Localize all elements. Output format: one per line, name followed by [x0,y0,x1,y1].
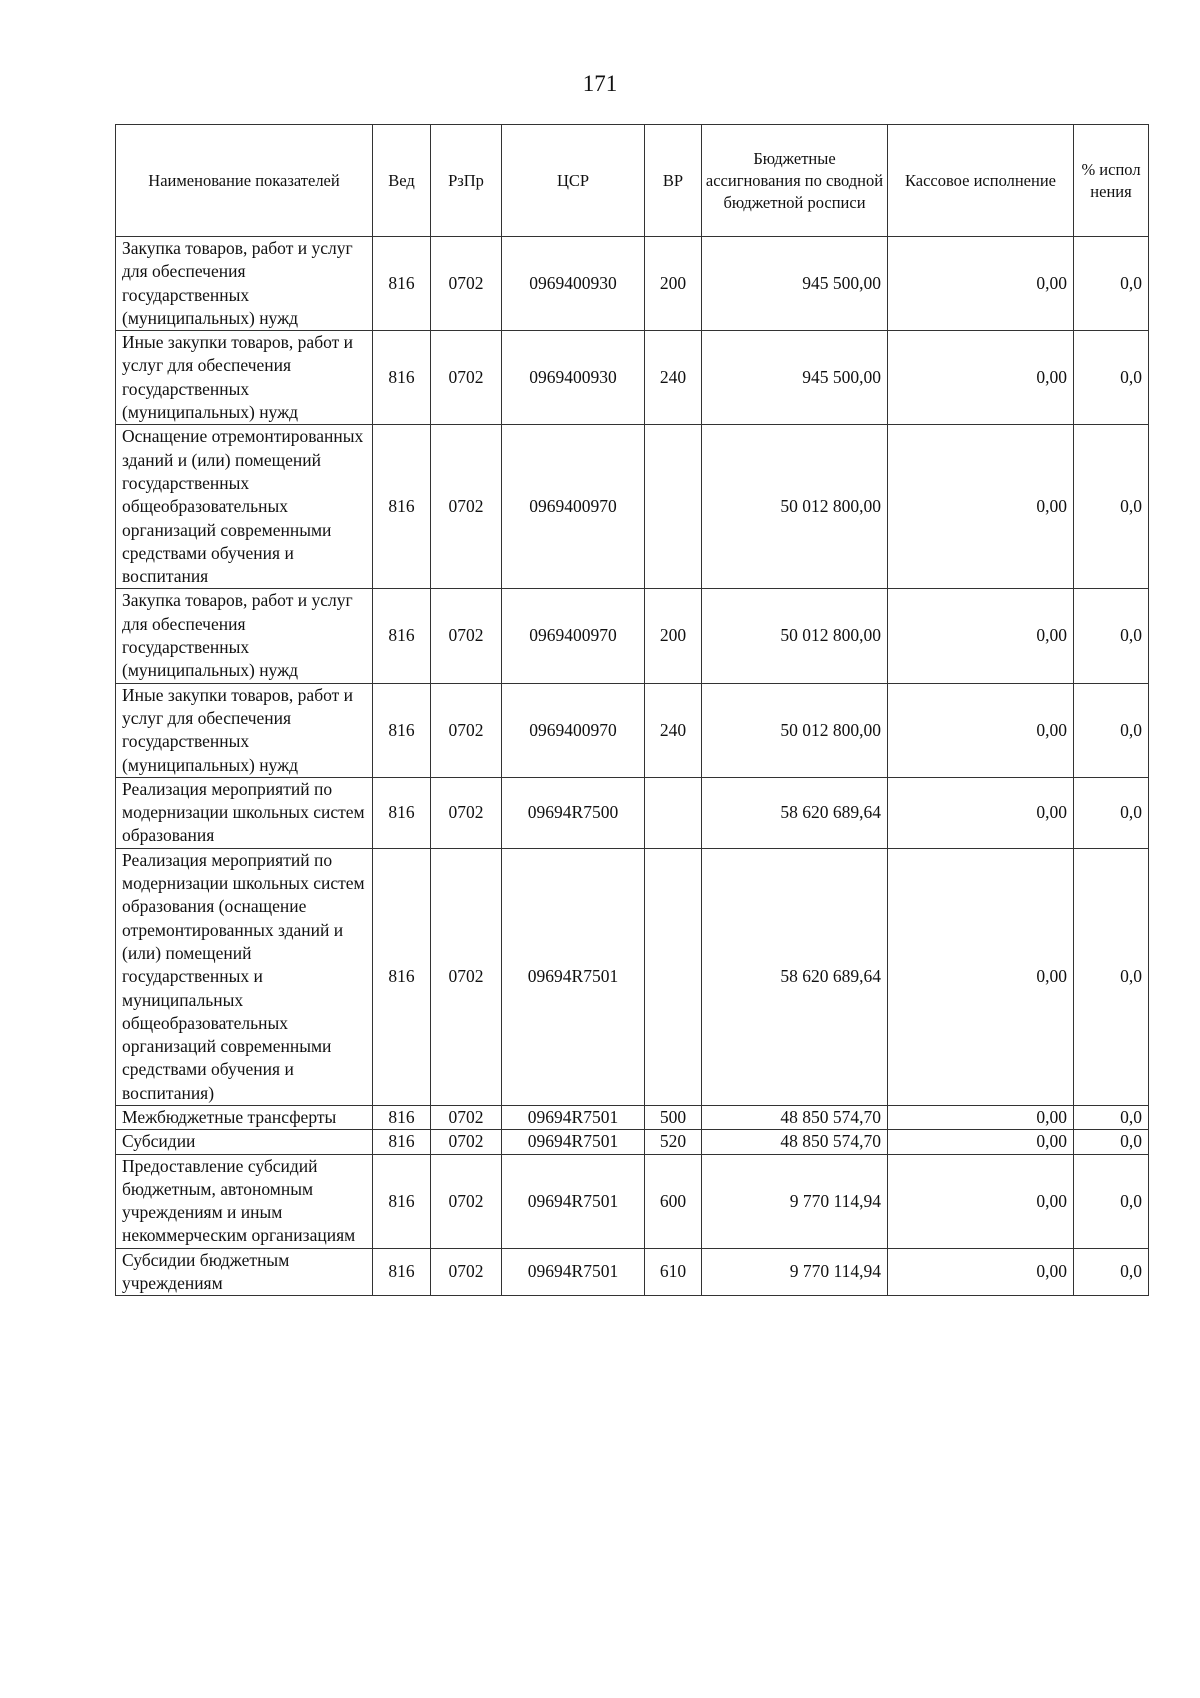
cell-ved: 816 [373,237,431,331]
cell-csr: 0969400930 [502,331,645,425]
cell-rzpr: 0702 [431,1248,502,1296]
cell-vr: 610 [645,1248,702,1296]
cell-rzpr: 0702 [431,425,502,589]
cell-name: Закупка товаров, работ и услуг для обеспечения государственных (муниципальных) нужд [116,589,373,683]
cell-budget: 9 770 114,94 [702,1154,888,1248]
cell-cash: 0,00 [888,589,1074,683]
table-header [116,125,1149,237]
cell-rzpr: 0702 [431,1105,502,1129]
cell-cash: 0,00 [888,777,1074,848]
cell-budget: 48 850 574,70 [702,1105,888,1129]
cell-budget: 9 770 114,94 [702,1248,888,1296]
cell-budget: 50 012 800,00 [702,425,888,589]
cell-vr [645,425,702,589]
cell-ved: 816 [373,1105,431,1129]
cell-cash: 0,00 [888,425,1074,589]
cell-budget: 58 620 689,64 [702,777,888,848]
cell-vr: 520 [645,1130,702,1154]
cell-rzpr: 0702 [431,683,502,777]
table-row [116,237,1149,331]
cell-name: Предоставление субсидий бюджетным, автономным учреждениям и иным некоммерческим организациям [116,1154,373,1248]
cell-cash: 0,00 [888,1130,1074,1154]
cell-cash: 0,00 [888,1154,1074,1248]
budget-table [115,124,1149,1296]
cell-csr: 0969400970 [502,683,645,777]
cell-vr [645,777,702,848]
cell-budget: 48 850 574,70 [702,1130,888,1154]
header-row [116,125,1149,237]
cell-pct: 0,0 [1074,1248,1149,1296]
header-csr: ЦСР [502,125,645,237]
table-row [116,1154,1149,1248]
header-budget: Бюджетные ассигнования по сводной бюджетной росписи [702,125,888,237]
header-cash: Кассовое исполнение [888,125,1074,237]
cell-rzpr: 0702 [431,777,502,848]
cell-cash: 0,00 [888,1105,1074,1129]
cell-csr: 0969400930 [502,237,645,331]
cell-rzpr: 0702 [431,848,502,1105]
cell-name: Реализация мероприятий по модернизации школьных систем образования [116,777,373,848]
table-row [116,1248,1149,1296]
table-row [116,331,1149,425]
header-name: Наименование показателей [116,125,373,237]
cell-pct: 0,0 [1074,425,1149,589]
cell-budget: 58 620 689,64 [702,848,888,1105]
cell-ved: 816 [373,1130,431,1154]
header-vr: ВР [645,125,702,237]
cell-cash: 0,00 [888,848,1074,1105]
header-pct: % испол нения [1074,125,1149,237]
cell-cash: 0,00 [888,1248,1074,1296]
cell-csr: 09694R7500 [502,777,645,848]
cell-ved: 816 [373,777,431,848]
cell-csr: 09694R7501 [502,1105,645,1129]
cell-rzpr: 0702 [431,589,502,683]
cell-rzpr: 0702 [431,1130,502,1154]
cell-budget: 945 500,00 [702,237,888,331]
cell-csr: 09694R7501 [502,1248,645,1296]
cell-pct: 0,0 [1074,237,1149,331]
header-ved: Вед [373,125,431,237]
cell-csr: 0969400970 [502,589,645,683]
cell-vr: 500 [645,1105,702,1129]
cell-name: Оснащение отремонтированных зданий и (или) помещений государственных общеобразовательных организаций современными средствами обучения и воспитания [116,425,373,589]
cell-ved: 816 [373,683,431,777]
cell-name: Субсидии [116,1130,373,1154]
cell-name: Межбюджетные трансферты [116,1105,373,1129]
cell-ved: 816 [373,331,431,425]
cell-pct: 0,0 [1074,1154,1149,1248]
cell-cash: 0,00 [888,237,1074,331]
table-row [116,683,1149,777]
table-row [116,425,1149,589]
cell-vr: 600 [645,1154,702,1248]
cell-rzpr: 0702 [431,1154,502,1248]
table-body [116,237,1149,1296]
cell-pct: 0,0 [1074,1105,1149,1129]
cell-csr: 09694R7501 [502,1154,645,1248]
table-row [116,777,1149,848]
cell-ved: 816 [373,1248,431,1296]
cell-rzpr: 0702 [431,237,502,331]
cell-vr [645,848,702,1105]
cell-csr: 09694R7501 [502,848,645,1105]
cell-pct: 0,0 [1074,777,1149,848]
cell-budget: 50 012 800,00 [702,683,888,777]
cell-budget: 945 500,00 [702,331,888,425]
cell-rzpr: 0702 [431,331,502,425]
table-row [116,1105,1149,1129]
cell-pct: 0,0 [1074,589,1149,683]
cell-pct: 0,0 [1074,848,1149,1105]
cell-vr: 240 [645,331,702,425]
cell-ved: 816 [373,1154,431,1248]
table-row [116,848,1149,1105]
cell-vr: 200 [645,237,702,331]
cell-budget: 50 012 800,00 [702,589,888,683]
table-row [116,589,1149,683]
cell-name: Иные закупки товаров, работ и услуг для обеспечения государственных (муниципальных) нужд [116,331,373,425]
table-row [116,1130,1149,1154]
cell-vr: 200 [645,589,702,683]
cell-pct: 0,0 [1074,1130,1149,1154]
cell-csr: 09694R7501 [502,1130,645,1154]
cell-name: Закупка товаров, работ и услуг для обеспечения государственных (муниципальных) нужд [116,237,373,331]
page-number: 171 [582,71,618,96]
cell-ved: 816 [373,848,431,1105]
cell-csr: 0969400970 [502,425,645,589]
cell-name: Иные закупки товаров, работ и услуг для обеспечения государственных (муниципальных) нужд [116,683,373,777]
cell-name: Субсидии бюджетным учреждениям [116,1248,373,1296]
cell-name: Реализация мероприятий по модернизации школьных систем образования (оснащение отремонтированных зданий и (или) помещений государственных и муниципальных общеобразовательных организаций современными средствами обучения и воспитания) [116,848,373,1105]
cell-ved: 816 [373,425,431,589]
cell-pct: 0,0 [1074,683,1149,777]
cell-ved: 816 [373,589,431,683]
cell-vr: 240 [645,683,702,777]
cell-cash: 0,00 [888,331,1074,425]
cell-pct: 0,0 [1074,331,1149,425]
cell-cash: 0,00 [888,683,1074,777]
header-rzpr: РзПр [431,125,502,237]
